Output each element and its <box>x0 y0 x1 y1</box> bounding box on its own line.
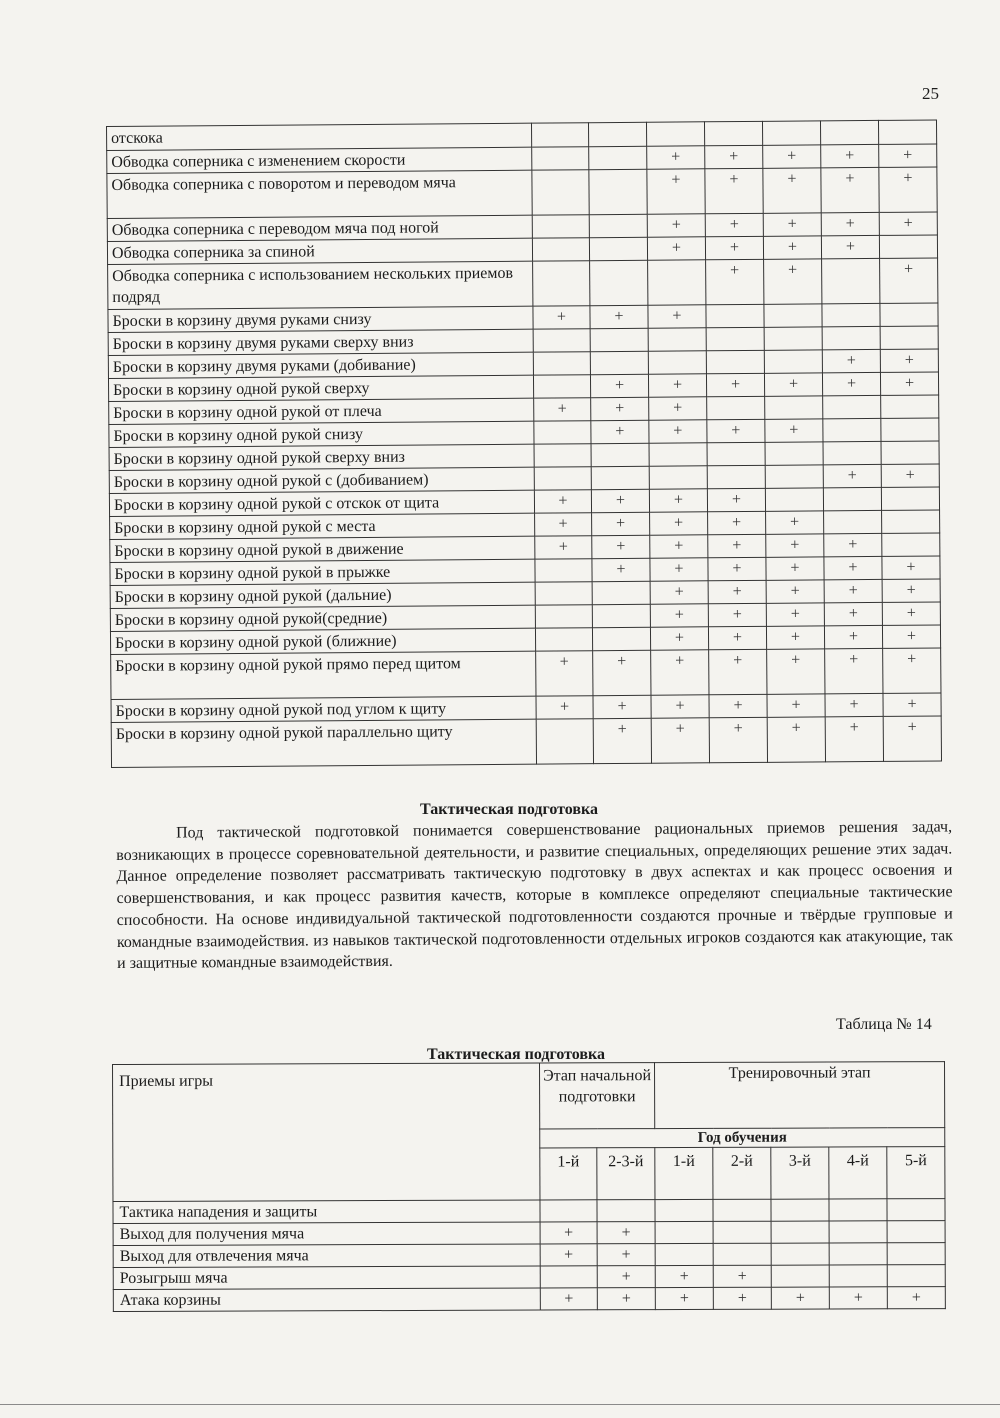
mark-cell: + <box>882 602 940 625</box>
table-row <box>111 716 941 768</box>
mark-cell <box>592 604 650 627</box>
mark-cell: + <box>708 580 766 603</box>
technique-name: Броски в корзину двумя руками снизу <box>108 306 533 332</box>
mark-cell <box>765 465 823 488</box>
mark-cell <box>655 1243 713 1265</box>
mark-cell <box>764 350 822 373</box>
mark-cell: + <box>655 1287 713 1309</box>
mark-cell: + <box>650 512 708 535</box>
header-year-of-study: Год обучения <box>540 1128 945 1148</box>
mark-cell <box>762 121 820 145</box>
mark-cell: + <box>879 167 937 212</box>
mark-cell: + <box>824 602 882 625</box>
header-column: 4-й <box>829 1147 887 1199</box>
technique-name: Розыгрыш мяча <box>113 1266 540 1289</box>
techniques-table-body <box>107 120 942 767</box>
mark-cell <box>536 719 593 764</box>
mark-cell: + <box>825 648 883 693</box>
mark-cell: + <box>648 305 706 328</box>
mark-cell: + <box>592 558 650 581</box>
mark-cell: + <box>708 534 766 557</box>
mark-cell: + <box>650 558 708 581</box>
mark-cell <box>648 328 706 351</box>
mark-cell <box>764 327 822 350</box>
mark-cell: + <box>879 212 937 235</box>
mark-cell <box>591 466 649 489</box>
header-techniques: Приемы игры <box>113 1063 540 1201</box>
mark-cell <box>887 1243 945 1265</box>
mark-cell <box>880 326 938 349</box>
mark-cell <box>887 1221 945 1243</box>
mark-cell: + <box>829 1287 887 1309</box>
mark-cell <box>824 510 882 533</box>
header-column: 5-й <box>887 1147 945 1199</box>
mark-cell: + <box>825 716 883 761</box>
mark-cell <box>590 260 648 305</box>
technique-name: Броски в корзину двумя руками (добивание) <box>108 352 533 378</box>
technique-name: Тактика нападения и защиты <box>113 1200 540 1223</box>
mark-cell <box>588 122 646 146</box>
mark-cell: + <box>650 604 708 627</box>
technique-name: Атака корзины <box>113 1288 540 1311</box>
mark-cell <box>533 261 590 306</box>
mark-cell: + <box>824 556 882 579</box>
mark-cell <box>648 351 706 374</box>
technique-name: Броски в корзину одной рукой сверху вниз <box>109 444 534 470</box>
mark-cell: + <box>651 650 709 695</box>
mark-cell <box>649 466 707 489</box>
mark-cell <box>532 215 589 238</box>
mark-cell <box>823 395 881 418</box>
mark-cell: + <box>593 718 651 763</box>
mark-cell: + <box>771 1287 829 1309</box>
mark-cell <box>829 1199 887 1221</box>
mark-cell <box>649 443 707 466</box>
mark-cell: + <box>883 693 941 716</box>
mark-cell <box>887 1199 945 1221</box>
table-row <box>113 1287 945 1312</box>
mark-cell: + <box>882 556 940 579</box>
mark-cell: + <box>533 306 590 329</box>
mark-cell: + <box>649 420 707 443</box>
mark-cell: + <box>649 489 707 512</box>
mark-cell <box>535 628 592 651</box>
technique-name: Броски в корзину одной рукой прямо перед щитом <box>111 651 536 699</box>
technique-name: Броски в корзину одной рукой от плеча <box>109 398 534 424</box>
mark-cell <box>540 1200 597 1222</box>
mark-cell <box>533 375 590 398</box>
mark-cell <box>771 1221 829 1243</box>
mark-cell: + <box>591 489 649 512</box>
technique-name: Броски в корзину двумя руками сверху вниз <box>108 329 533 355</box>
technique-name: Обводка соперника с использованием нескольких приемов подряд <box>108 261 533 309</box>
tactical-table-body <box>113 1199 945 1312</box>
mark-cell: + <box>821 235 879 258</box>
mark-cell <box>532 147 589 170</box>
mark-cell: + <box>883 716 941 761</box>
mark-cell <box>822 303 880 326</box>
mark-cell: + <box>705 213 763 236</box>
mark-cell <box>823 418 881 441</box>
mark-cell: + <box>647 169 705 214</box>
mark-cell: + <box>706 259 764 304</box>
mark-cell <box>655 1221 713 1243</box>
table-title: Тактическая подготовка <box>427 1046 605 1063</box>
mark-cell <box>829 1265 887 1287</box>
mark-cell: + <box>597 1266 655 1288</box>
mark-cell <box>535 582 592 605</box>
table-number: Таблица № 14 <box>836 1016 932 1033</box>
mark-cell <box>589 146 647 169</box>
table-row <box>107 167 937 219</box>
mark-cell: + <box>650 581 708 604</box>
header-column: 1-й <box>540 1148 597 1200</box>
mark-cell: + <box>821 144 879 167</box>
mark-cell <box>706 327 764 350</box>
mark-cell: + <box>766 511 824 534</box>
mark-cell: + <box>706 373 764 396</box>
mark-cell: + <box>649 397 707 420</box>
mark-cell: + <box>825 693 883 716</box>
mark-cell <box>881 487 939 510</box>
mark-cell: + <box>764 373 822 396</box>
mark-cell: + <box>882 579 940 602</box>
mark-cell: + <box>709 717 767 762</box>
mark-cell <box>589 169 647 214</box>
technique-name: Обводка соперника за спиной <box>107 238 532 264</box>
mark-cell <box>765 488 823 511</box>
mark-cell <box>646 122 704 146</box>
mark-cell: + <box>597 1244 655 1266</box>
technique-name: Броски в корзину одной рукой под углом к щиту <box>111 696 536 722</box>
header-training-stage: Тренировочный этап <box>655 1062 945 1129</box>
mark-cell: + <box>535 536 592 559</box>
technique-name: Броски в корзину одной рукой(средние) <box>110 605 535 631</box>
mark-cell <box>771 1199 829 1221</box>
mark-cell: + <box>651 695 709 718</box>
technique-name: Броски в корзину одной рукой параллельно щиту <box>111 719 536 767</box>
mark-cell: + <box>763 213 821 236</box>
mark-cell: + <box>767 649 825 694</box>
mark-cell <box>533 329 590 352</box>
mark-cell: + <box>597 1222 655 1244</box>
technique-name: Броски в корзину одной рукой в движение <box>110 536 535 562</box>
mark-cell: + <box>883 648 941 693</box>
mark-cell <box>534 467 591 490</box>
page-edge-line <box>0 1404 1000 1405</box>
mark-cell: + <box>767 694 825 717</box>
mark-cell <box>534 421 591 444</box>
mark-cell: + <box>650 535 708 558</box>
mark-cell: + <box>534 398 591 421</box>
mark-cell <box>704 121 762 145</box>
header-column: 2-3-й <box>597 1148 655 1200</box>
mark-cell: + <box>648 374 706 397</box>
table-row <box>113 1221 945 1246</box>
table-row <box>113 1243 945 1268</box>
mark-cell: + <box>766 603 824 626</box>
page-number: 25 <box>922 84 939 103</box>
mark-cell <box>590 328 648 351</box>
mark-cell <box>823 441 881 464</box>
mark-cell: + <box>763 145 821 168</box>
mark-cell: + <box>766 626 824 649</box>
mark-cell <box>707 465 765 488</box>
mark-cell: + <box>590 374 648 397</box>
mark-cell: + <box>822 349 880 372</box>
mark-cell: + <box>535 513 592 536</box>
mark-cell <box>706 304 764 327</box>
mark-cell: + <box>705 236 763 259</box>
mark-cell: + <box>763 168 821 213</box>
mark-cell: + <box>591 420 649 443</box>
mark-cell <box>592 627 650 650</box>
mark-cell <box>882 533 940 556</box>
mark-cell <box>707 442 765 465</box>
section-paragraph: Под тактической подготовкой понимается совершенствование рациональных приемов решения задач, возникающих в процессе соревновательной деятельности, и развитие специальных, определяющих решение этих задач. Данное определение позволяет рассматривать тактическую подготовку в двух аспектах и как процесс освоения и совершенствования, и как процесс развития качеств, которые в комплексе определяют специальные тактические способности. На основе индивидуальной тактической подготовленности создаются прочные и твёрдые групповые и командные взаимодействия. из навыков тактической подготовленности отдельных игроков создаются как атакующие, так и защитные командные взаимодействия. <box>116 818 953 973</box>
mark-cell: + <box>767 717 825 762</box>
table-row <box>113 1265 945 1290</box>
mark-cell <box>764 304 822 327</box>
mark-cell: + <box>879 144 937 167</box>
mark-cell <box>535 559 592 582</box>
mark-cell: + <box>707 488 765 511</box>
mark-cell <box>655 1199 713 1221</box>
mark-cell <box>771 1243 829 1265</box>
technique-name: Обводка соперника с поворотом и переводом мяча <box>107 170 532 218</box>
header-column: 3-й <box>771 1147 829 1199</box>
mark-cell <box>882 510 940 533</box>
technique-name: Броски в корзину одной рукой (дальние) <box>110 582 535 608</box>
technique-name: отскока <box>107 123 532 150</box>
mark-cell: + <box>707 419 765 442</box>
mark-cell: + <box>708 511 766 534</box>
mark-cell <box>535 605 592 628</box>
header-column: 2-й <box>713 1147 771 1199</box>
mark-cell: + <box>592 535 650 558</box>
mark-cell: + <box>591 397 649 420</box>
technique-name: Броски в корзину одной рукой сверху <box>108 375 533 401</box>
mark-cell: + <box>713 1265 771 1287</box>
table-row <box>113 1199 945 1224</box>
mark-cell <box>589 214 647 237</box>
section-title: Тактическая подготовка <box>420 801 598 818</box>
mark-cell <box>881 418 939 441</box>
mark-cell: + <box>766 534 824 557</box>
mark-cell <box>880 303 938 326</box>
mark-cell: + <box>650 627 708 650</box>
mark-cell <box>648 260 706 305</box>
mark-cell: + <box>880 349 938 372</box>
mark-cell <box>532 238 589 261</box>
header-initial-stage: Этап начальной подготовки <box>539 1063 654 1129</box>
mark-cell <box>589 237 647 260</box>
mark-cell: + <box>887 1287 945 1309</box>
tactical-training-table <box>112 1061 946 1312</box>
mark-cell <box>765 442 823 465</box>
mark-cell: + <box>705 168 763 213</box>
mark-cell <box>829 1243 887 1265</box>
mark-cell: + <box>647 214 705 237</box>
mark-cell: + <box>822 372 880 395</box>
mark-cell <box>590 351 648 374</box>
mark-cell: + <box>821 167 879 212</box>
mark-cell <box>829 1221 887 1243</box>
mark-cell: + <box>597 1288 655 1310</box>
mark-cell <box>713 1221 771 1243</box>
mark-cell: + <box>709 649 767 694</box>
technique-name: Броски в корзину одной рукой с (добиванием) <box>109 467 534 493</box>
mark-cell <box>591 443 649 466</box>
mark-cell <box>822 326 880 349</box>
technique-name: Обводка соперника с переводом мяча под ногой <box>107 215 532 241</box>
table-row <box>111 648 941 700</box>
mark-cell: + <box>540 1222 597 1244</box>
mark-cell: + <box>709 694 767 717</box>
mark-cell: + <box>824 579 882 602</box>
mark-cell <box>881 441 939 464</box>
mark-cell: + <box>593 650 651 695</box>
mark-cell: + <box>708 603 766 626</box>
mark-cell <box>879 235 937 258</box>
mark-cell: + <box>765 419 823 442</box>
mark-cell: + <box>534 490 591 513</box>
table-row <box>108 258 938 310</box>
mark-cell <box>713 1199 771 1221</box>
mark-cell <box>822 258 880 303</box>
mark-cell: + <box>713 1287 771 1309</box>
mark-cell <box>534 444 591 467</box>
mark-cell <box>592 581 650 604</box>
mark-cell: + <box>823 464 881 487</box>
technique-name: Выход для отвлечения мяча <box>113 1244 540 1267</box>
technique-name: Броски в корзину одной рукой снизу <box>109 421 534 447</box>
mark-cell <box>597 1200 655 1222</box>
mark-cell: + <box>708 626 766 649</box>
mark-cell: + <box>881 464 939 487</box>
mark-cell <box>887 1265 945 1287</box>
mark-cell <box>713 1243 771 1265</box>
mark-cell <box>765 396 823 419</box>
mark-cell: + <box>540 1288 597 1310</box>
technique-name: Броски в корзину одной рукой в прыжке <box>110 559 535 585</box>
mark-cell <box>707 396 765 419</box>
mark-cell: + <box>766 580 824 603</box>
mark-cell: + <box>764 259 822 304</box>
technique-name: Броски в корзину одной рукой с места <box>110 513 535 539</box>
mark-cell <box>878 120 936 144</box>
mark-cell <box>706 350 764 373</box>
mark-cell: + <box>647 237 705 260</box>
mark-cell: + <box>590 305 648 328</box>
technique-name: Броски в корзину одной рукой (ближние) <box>110 628 535 654</box>
mark-cell: + <box>766 557 824 580</box>
mark-cell <box>823 487 881 510</box>
mark-cell <box>540 1266 597 1288</box>
mark-cell: + <box>536 696 593 719</box>
mark-cell: + <box>647 146 705 169</box>
mark-cell <box>532 170 589 215</box>
mark-cell: + <box>705 145 763 168</box>
mark-cell <box>533 352 590 375</box>
technique-name: Выход для получения мяча <box>113 1222 540 1245</box>
mark-cell: + <box>536 651 593 696</box>
mark-cell: + <box>593 695 651 718</box>
mark-cell: + <box>821 212 879 235</box>
mark-cell: + <box>880 372 938 395</box>
mark-cell <box>881 395 939 418</box>
mark-cell <box>771 1265 829 1287</box>
mark-cell: + <box>763 236 821 259</box>
mark-cell: + <box>655 1265 713 1287</box>
mark-cell: + <box>708 557 766 580</box>
mark-cell: + <box>540 1244 597 1266</box>
mark-cell <box>820 120 878 144</box>
mark-cell: + <box>882 625 940 648</box>
techniques-table-continued <box>106 119 942 768</box>
mark-cell: + <box>880 258 938 303</box>
mark-cell: + <box>824 533 882 556</box>
mark-cell: + <box>824 625 882 648</box>
mark-cell: + <box>592 512 650 535</box>
header-column: 1-й <box>655 1147 713 1199</box>
mark-cell <box>531 123 588 147</box>
mark-cell: + <box>651 718 709 763</box>
technique-name: Броски в корзину одной рукой с отскок от щита <box>109 490 534 516</box>
technique-name: Обводка соперника с изменением скорости <box>107 147 532 173</box>
